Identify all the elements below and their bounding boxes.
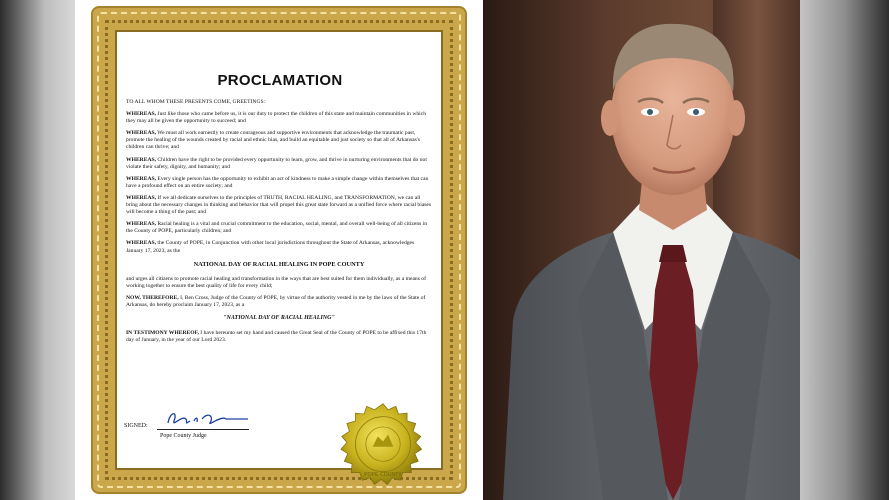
signature-line xyxy=(157,429,249,430)
whereas-keyword: WHEREAS, xyxy=(126,221,156,228)
whereas-text: Just like those who came before us, it is our duty to protect the children of this state and maintain communities in which they may all be given the opportunity to succeed; and xyxy=(126,111,426,125)
therefore-text: I, Ben Cross, Judge of the County of POPE, by virtue of the authority vested in me by the laws of the State of Arkansas, do hereby proclaim January 17, 2023, as a xyxy=(126,294,426,308)
proclamation-body xyxy=(126,99,432,349)
tie-knot xyxy=(659,245,687,262)
whereas-text: the County of POPE, in Conjunction with other local jurisdictions throughout the State of Arkansas, acknowledges January 17, 2023, as the xyxy=(126,240,415,254)
whereas-paragraph xyxy=(126,111,432,125)
seal-lettering: POPE COUNTY xyxy=(364,471,402,478)
whereas-paragraph xyxy=(126,221,432,235)
whereas-keyword: WHEREAS, xyxy=(126,156,156,163)
whereas-text: If we all dedicate ourselves to the principles of TRUTH, RACIAL HEALING, and TRANSFORMATION, we can all bring about the necessary changes in thinking and behavior that will propel this great state forward as a unified force where racial biases will become a thing of the past; and xyxy=(126,194,432,216)
whereas-text: Every single person has the opportunity to exhibit an act of kindness to make a simple change within themselves that can have a profound effect on an entire society; and xyxy=(126,175,429,189)
greeting-line: TO ALL WHOM THESE PRESENTS COME, GREETINGS: xyxy=(126,99,266,105)
whereas-paragraph xyxy=(126,130,432,151)
whereas-paragraph xyxy=(126,176,432,190)
whereas-text: We must all work earnestly to create courageous and supportive environments that acknowledge the traumatic past, promote the healing of the wounds created by racial and ethnic bias, and build an equitable and just society so that all of Arkansas's children can thrive; and xyxy=(126,130,420,151)
whereas-keyword: WHEREAS, xyxy=(126,175,156,182)
whereas-paragraph xyxy=(126,240,432,254)
right-ear xyxy=(727,100,745,136)
national-day-heading: NATIONAL DAY OF RACIAL HEALING IN POPE COUNTY xyxy=(193,260,365,268)
whereas-paragraph xyxy=(126,157,432,171)
therefore-paragraph xyxy=(126,295,432,309)
testimony-paragraph xyxy=(126,330,432,344)
quoted-day-heading: "NATIONAL DAY OF RACIAL HEALING" xyxy=(223,315,335,322)
right-background-strip xyxy=(800,0,889,500)
signer-title: Pope County Judge xyxy=(160,433,207,439)
handwritten-signature xyxy=(164,407,254,431)
urges-paragraph: and urges all citizens to promote racial healing and transformation in the ways that are best suited for them individually, as a means of working together to ensure the best quality of life for every child; xyxy=(126,275,426,289)
whereas-text: Racial healing is a vital and crucial commitment to the education, social, mental, and overall well-being of all citizens in the County of POPE, particularly children; and xyxy=(126,221,428,235)
proclamation-title: PROCLAMATION xyxy=(217,72,343,89)
testimony-text: I have hereunto set my hand and caused the Great Seal of the County of POPE to be affixed this 17th day of January, in the year of our Lord 2023. xyxy=(126,330,427,344)
whereas-paragraph xyxy=(126,195,432,216)
testimony-keyword: IN TESTIMONY WHEREOF, xyxy=(126,330,199,337)
whereas-keyword: WHEREAS, xyxy=(126,240,156,247)
gold-county-seal xyxy=(340,402,426,488)
whereas-keyword: WHEREAS, xyxy=(126,194,156,201)
therefore-keyword: NOW, THEREFORE, xyxy=(126,294,179,301)
left-ear xyxy=(601,100,619,136)
left-background-strip xyxy=(0,0,75,500)
whereas-keyword: WHEREAS, xyxy=(126,130,156,137)
signed-label: SIGNED: xyxy=(124,423,148,429)
signature-block xyxy=(124,409,324,439)
whereas-text: Children have the right to be provided every opportunity to learn, grow, and thrive in nurturing environments that do not violate their safety, dignity, and humanity; and xyxy=(126,156,427,170)
whereas-keyword: WHEREAS, xyxy=(126,111,156,118)
